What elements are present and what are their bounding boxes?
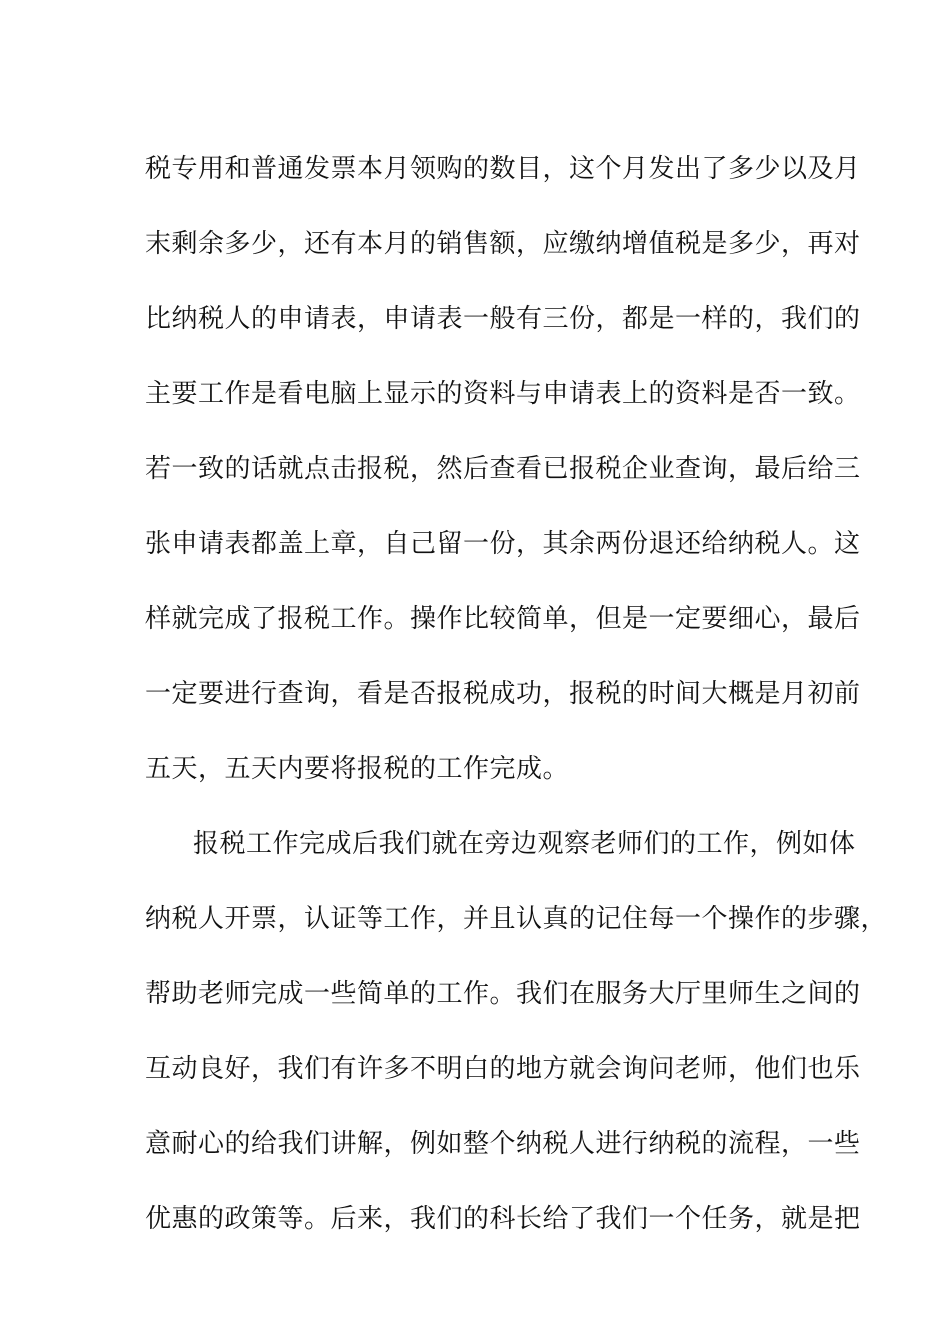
text-line: 纳税人开票，认证等工作，并且认真的记住每一个操作的步骤， xyxy=(145,904,888,934)
text-line: 意耐心的给我们讲解，例如整个纳税人进行纳税的流程，一些 xyxy=(145,1129,861,1159)
text-line: 税专用和普通发票本月领购的数目，这个月发出了多少以及月 xyxy=(145,154,861,184)
text-line: 比纳税人的申请表，申请表一般有三份，都是一样的，我们的 xyxy=(145,304,861,334)
text-line: 张申请表都盖上章，自己留一份，其余两份退还给纳税人。这 xyxy=(145,529,861,559)
text-line: 样就完成了报税工作。操作比较简单，但是一定要细心，最后 xyxy=(145,604,861,634)
text-line: 主要工作是看电脑上显示的资料与申请表上的资料是否一致。 xyxy=(145,379,861,409)
text-line: 若一致的话就点击报税，然后查看已报税企业查询，最后给三 xyxy=(145,454,861,484)
text-line: 互动良好，我们有许多不明白的地方就会询问老师，他们也乐 xyxy=(145,1054,861,1084)
text-line: 一定要进行查询，看是否报税成功，报税的时间大概是月初前 xyxy=(145,679,861,709)
text-line: 末剩余多少，还有本月的销售额，应缴纳增值税是多少，再对 xyxy=(145,229,861,259)
document-body xyxy=(145,132,888,1257)
text-line: 帮助老师完成一些简单的工作。我们在服务大厅里师生之间的 xyxy=(145,979,861,1009)
text-line: 五天，五天内要将报税的工作完成。 xyxy=(145,754,570,784)
paragraph-start-line: 报税工作完成后我们就在旁边观察老师们的工作，例如体 xyxy=(193,829,856,859)
text-line: 优惠的政策等。后来，我们的科长给了我们一个任务，就是把 xyxy=(145,1204,861,1234)
